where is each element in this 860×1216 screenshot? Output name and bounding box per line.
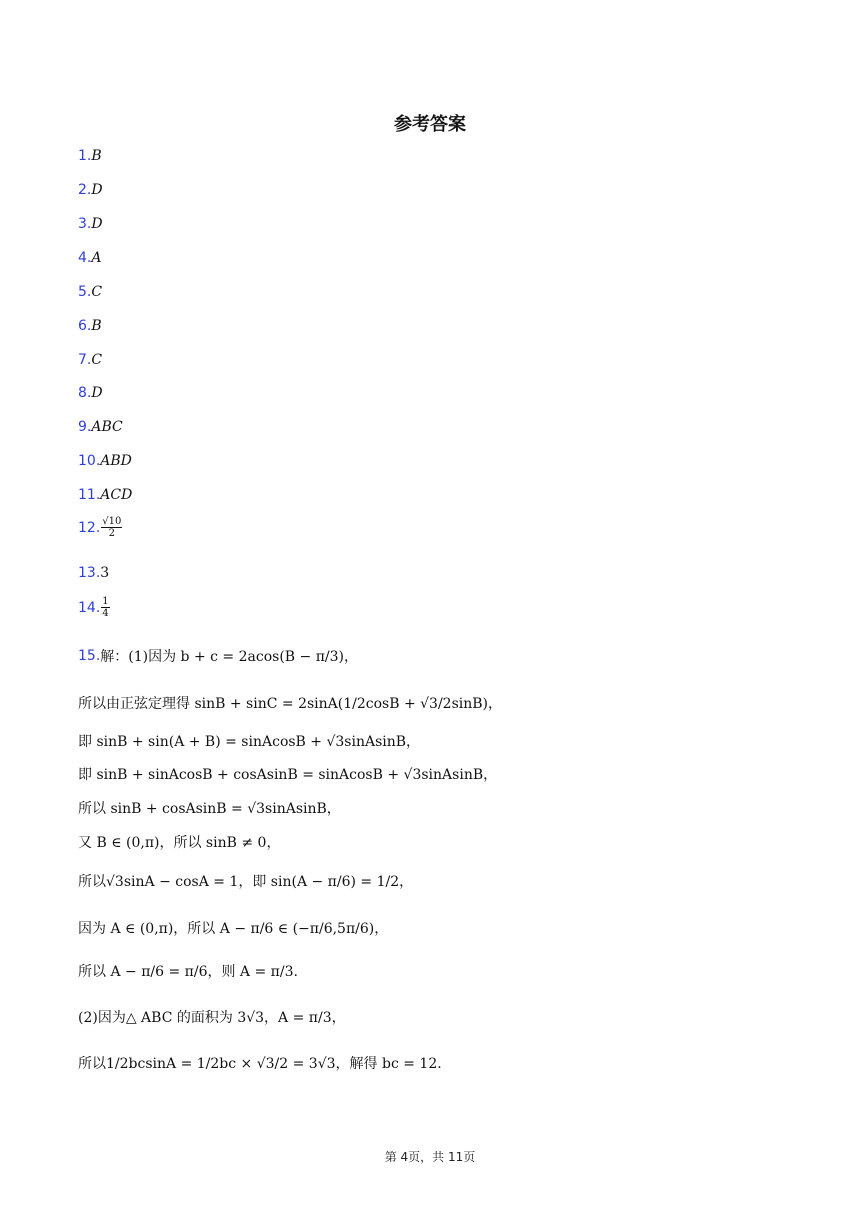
answer-item: 13.3: [78, 565, 110, 581]
solution-line: 因为 A ∈ (0,π)，所以 A − π/6 ∈ (−π/6,5π/6)，: [78, 921, 389, 937]
answer-item: 4.A: [78, 250, 102, 266]
solution-line: 所以由正弦定理得 sinB + sinC = 2sinA(1/2cosB + √3/2sinB)，: [78, 696, 503, 712]
solution-line: 所以√3sinA − cosA = 1，即 sin(A − π/6) = 1/2，: [78, 874, 414, 890]
answer-item: 8.D: [78, 385, 103, 401]
solution-line: (2)因为△ ABC 的面积为 3√3，A = π/3，: [78, 1010, 346, 1026]
fraction: $\frac{√10}{2}$: [102, 516, 122, 539]
answer-item: 5.C: [78, 284, 103, 300]
answer-item: 11.ACD: [78, 487, 133, 503]
solution-line: 所以 A − π/6 = π/6，则 A = π/3.: [78, 964, 298, 980]
fraction: $\frac{1}{4}$: [102, 596, 109, 619]
solution-line: 所以1/2bcsinA = 1/2bc × √3/2 = 3√3，解得 bc = 12.: [78, 1056, 442, 1072]
answer-item: 9.ABC: [78, 419, 123, 435]
solution-line: 又 B ∈ (0,π)，所以 sinB ≠ 0，: [78, 835, 281, 851]
answer-item: 1.B: [78, 148, 102, 164]
answer-item: 12. $\frac{√10}{2}$: [78, 516, 122, 539]
answer-item: 10.ABD: [78, 453, 132, 469]
page-title: 参考答案: [394, 114, 466, 135]
solution-line: 即 sinB + sinAcosB + cosAsinB = sinAcosB + √3sinAsinB，: [78, 767, 498, 783]
answer-item: 2.D: [78, 182, 103, 198]
page-footer: 第 4页，共 11页: [384, 1150, 476, 1164]
solution-line: 所以 sinB + cosAsinB = √3sinAsinB，: [78, 801, 341, 817]
answer-item: 14. $\frac{1}{4}$: [78, 596, 109, 619]
answer-item: 7.C: [78, 352, 103, 368]
solution-line: 即 sinB + sin(A + B) = sinAcosB + √3sinAsinB，: [78, 734, 421, 750]
solution-line: 15. 解： (1)因为 b + c = 2acos(B − π/3)，: [78, 648, 358, 665]
answer-item: 6.B: [78, 318, 102, 334]
answer-item: 3.D: [78, 216, 103, 232]
